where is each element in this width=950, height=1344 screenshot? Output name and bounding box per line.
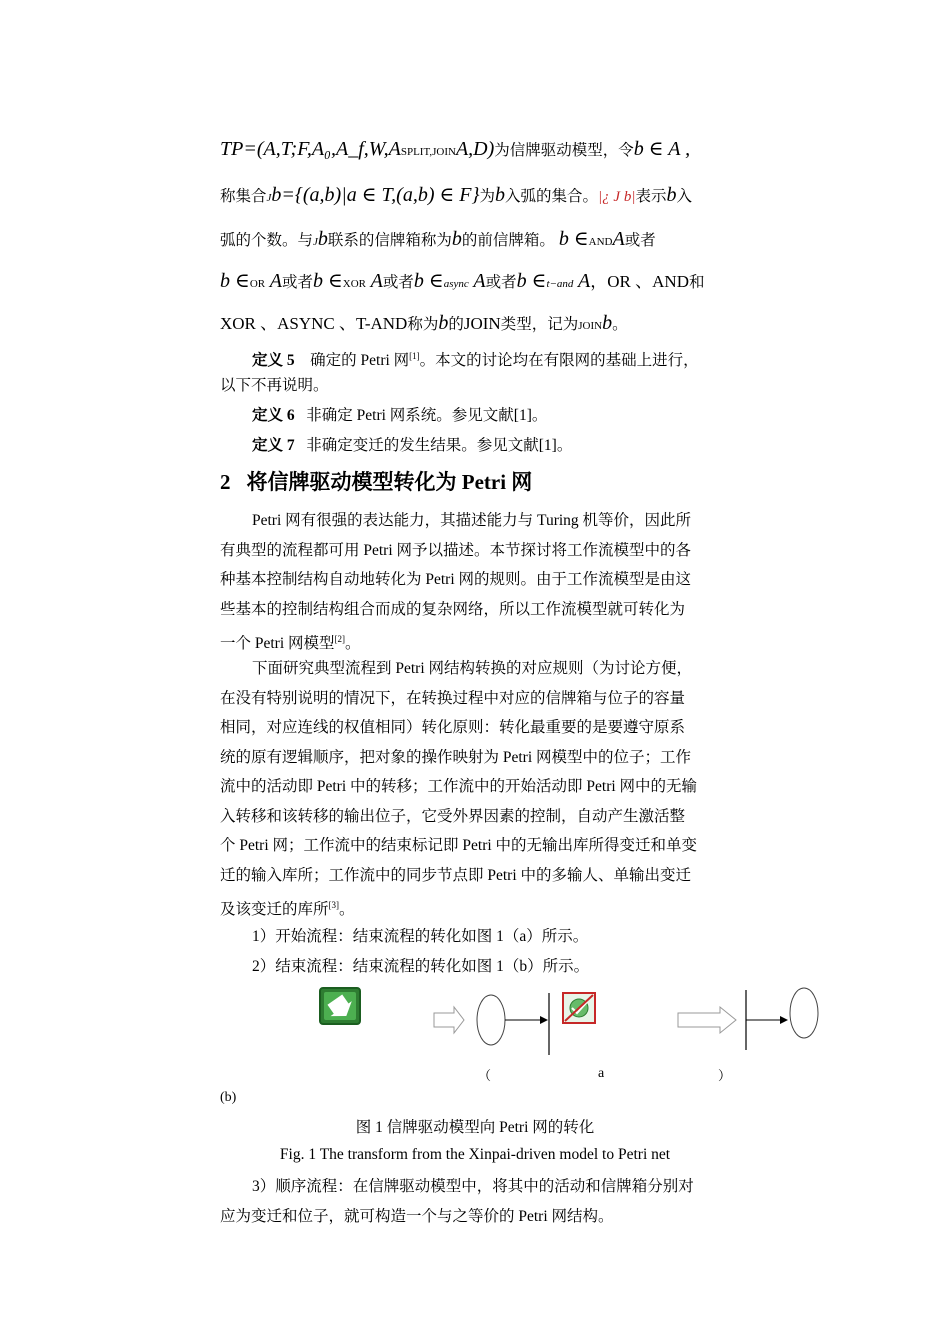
figure-caption-en: Fig. 1 The transform from the Xinpai-driven model to Petri net — [279, 1146, 671, 1163]
def5-ref: [1] — [409, 351, 420, 361]
formula-line-4: b ∈OR A或者b ∈XOR A或者b ∈async A或者b ∈t−and A，OR 、AND和 — [220, 270, 705, 292]
def5-text: 确定的 Petri 网 — [310, 352, 410, 370]
def6-text: 非确定 Petri 网系统。参见文献[1]。 — [306, 407, 548, 424]
formula-line-2: 称集合Jb={(a,b)|a ∈ T,(a,b) ∈ F}为b入弧的集合。|¿ J b|表示b入 — [220, 184, 692, 206]
para1-line-1: Petri 网有很强的表达能力，其描述能力与 Turing 机等价，因此所 — [252, 512, 692, 529]
def5-cont-text: 以下不再说明。 — [220, 377, 329, 394]
def5-label: 定义 5 — [252, 352, 295, 370]
para2-line-6: 入转移和该转移的输出位子，它受外界因素的控制，自动产生激活整 — [220, 808, 686, 825]
arrow-icon-2 — [678, 1007, 736, 1033]
text-he: 和 — [688, 274, 705, 291]
async-subscript: async — [443, 278, 469, 290]
var-b-2: b — [666, 184, 677, 206]
place-circle-1 — [477, 995, 505, 1045]
definition-5 — [252, 345, 735, 372]
para1-ref: [2] — [334, 634, 346, 644]
fig-label-a: a — [598, 1066, 605, 1081]
para2-line-1: 下面研究典型流程到 Petri 网结构转换的对应规则（为讨论方便， — [252, 660, 693, 677]
formula-line-3: 弧的个数。与Jb联系的信牌箱称为b的前信牌箱。 b ∈ANDA或者 — [220, 228, 656, 250]
join-type: JOIN — [463, 314, 501, 333]
split-subscript: SPLIT — [400, 146, 430, 158]
para2-line-5: 流中的活动即 Petri 中的转移；工作流中的开始活动即 Petri 网中的无输 — [220, 778, 698, 795]
arrow-icon-1 — [434, 1007, 464, 1033]
definition-5-cont — [220, 375, 735, 397]
text-wei: 为 — [479, 188, 496, 205]
fig-label-b: (b) — [220, 1090, 237, 1105]
type-list: ，OR 、AND — [590, 272, 689, 291]
item-3-line-2: 应为变迁和位子，就可构造一个与之等价的 Petri 网结构。 — [220, 1208, 614, 1225]
text-chengwei: 称为 — [407, 316, 439, 333]
section-heading — [220, 466, 532, 496]
para1-line-3: 种基本控制结构自动地转化为 Petri 网的规则。由于工作流模型是由这 — [220, 571, 692, 588]
definition-6 — [252, 405, 735, 427]
fig-label-close: ） — [718, 1068, 732, 1083]
def6-label: 定义 6 — [252, 407, 295, 424]
fig-label-open: （ — [478, 1068, 492, 1083]
xor-subscript: XOR — [342, 278, 367, 290]
var-b-4: b — [451, 228, 462, 250]
arrowhead-1 — [540, 1016, 548, 1024]
text-biaoshi: 表示 — [635, 188, 667, 205]
definition-7 — [252, 435, 735, 457]
model-desc: 为信牌驱动模型，令 — [494, 142, 634, 159]
para2-ref: [3] — [328, 900, 340, 910]
section-number: 2 — [220, 470, 231, 494]
para2-line-3: 相同，对应连线的权值相同）转化原则：转化最重要的是要遵守原系 — [220, 719, 686, 736]
item-3-line-1: 3）顺序流程：在信牌驱动模型中，将其中的活动和信牌箱分别对 — [252, 1178, 694, 1195]
figure-caption-cn: 图 1 信牌驱动模型向 Petri 网的转化 — [355, 1119, 595, 1136]
para2-line-9-text: 及该变迁的库所 — [220, 901, 329, 919]
or-subscript: OR — [249, 278, 266, 290]
and-subscript: AND — [588, 236, 613, 248]
join-subscript: JOIN — [432, 146, 456, 158]
formula-line-1: TP=(A,T;F,A₀,A_f,W,ASPLIT,JOINA,D)为信牌驱动模型，令b ∈ A , — [220, 138, 691, 160]
var-b: b — [495, 184, 506, 206]
period: 。 — [612, 316, 628, 333]
para2-line-9 — [220, 894, 735, 921]
text-de: 的 — [448, 316, 464, 333]
start-icon — [320, 988, 360, 1024]
linked-text: 联系的信牌箱称为 — [327, 232, 452, 249]
text-huozhe-3: 或者 — [485, 274, 517, 291]
para1-line-4: 些基本的控制结构组合而成的复杂网络，所以工作流模型就可转化为 — [220, 601, 686, 618]
set-formula: b={(a,b)|a ∈ T,(a,b) ∈ F} — [271, 184, 480, 206]
para2-line-8: 迁的输入库所；工作流中的同步节点即 Petri 中的多输人、单输出变迁 — [220, 867, 692, 884]
text-ru: 入 — [676, 188, 692, 205]
type-list-2: XOR 、ASYNC 、T-AND — [220, 314, 408, 333]
para2-line-4: 统的原有逻辑顺序，把对象的操作映射为 Petri 网模型中的位子；工作 — [220, 749, 692, 766]
text-huozhe-2: 或者 — [382, 274, 414, 291]
pre-box-text: 的前信牌箱。 — [461, 232, 555, 249]
para1-end: 。 — [345, 635, 361, 653]
join-subscript-2: JOIN — [578, 320, 603, 332]
in-arc-text: 入弧的集合。 — [505, 188, 599, 205]
arrowhead-2 — [780, 1016, 788, 1024]
var-b-6: b — [602, 312, 613, 334]
end-icon — [563, 993, 595, 1023]
formula-line-5 — [220, 312, 735, 337]
var-b-3: b — [317, 228, 328, 250]
set-text: 称集合 — [220, 188, 267, 205]
figure-1 — [300, 985, 830, 1065]
section-title: 将信牌驱动模型转化为 Petri 网 — [246, 470, 533, 494]
item-1: 1）开始流程：结束流程的转化如图 1（a）所示。 — [252, 928, 589, 945]
abs-formula: |¿ J b| — [598, 189, 636, 205]
text-huozhe-1: 或者 — [281, 274, 313, 291]
tand-subscript: t−and — [546, 278, 574, 290]
para2-end: 。 — [339, 901, 355, 919]
para1-line-2: 有典型的流程都可用 Petri 网予以描述。本节探讨将工作流模型中的各 — [220, 542, 692, 559]
tp-formula: TP=(A,T;F,A₀,A_f,W,A — [220, 138, 401, 160]
var-b-5: b — [438, 312, 449, 334]
def7-text: 非确定变迁的发生结果。参见文献[1]。 — [306, 437, 573, 454]
para2-line-2: 在没有特别说明的情况下，在转换过程中对应的信牌箱与位子的容量 — [220, 690, 686, 707]
place-circle-2 — [790, 988, 818, 1038]
tp-formula-tail: A,D) — [455, 138, 495, 160]
text-jiwei: 类型，记为 — [500, 316, 579, 333]
para1-line-5-text: 一个 Petri 网模型 — [220, 635, 335, 653]
def5-text2: 。本文的讨论均在有限网的基础上进行， — [419, 352, 699, 370]
para1-line-5 — [220, 628, 735, 655]
arc-count-text: 弧的个数。与 — [220, 232, 314, 249]
b-in-a: b ∈ A , — [633, 138, 691, 160]
text-huozhe: 或者 — [624, 232, 656, 249]
item-2: 2）结束流程：结束流程的转化如图 1（b）所示。 — [252, 958, 590, 975]
def7-label: 定义 7 — [252, 437, 295, 454]
para2-line-7: 个 Petri 网；工作流中的结束标记即 Petri 中的无输出库所得变迁和单变 — [220, 837, 698, 854]
